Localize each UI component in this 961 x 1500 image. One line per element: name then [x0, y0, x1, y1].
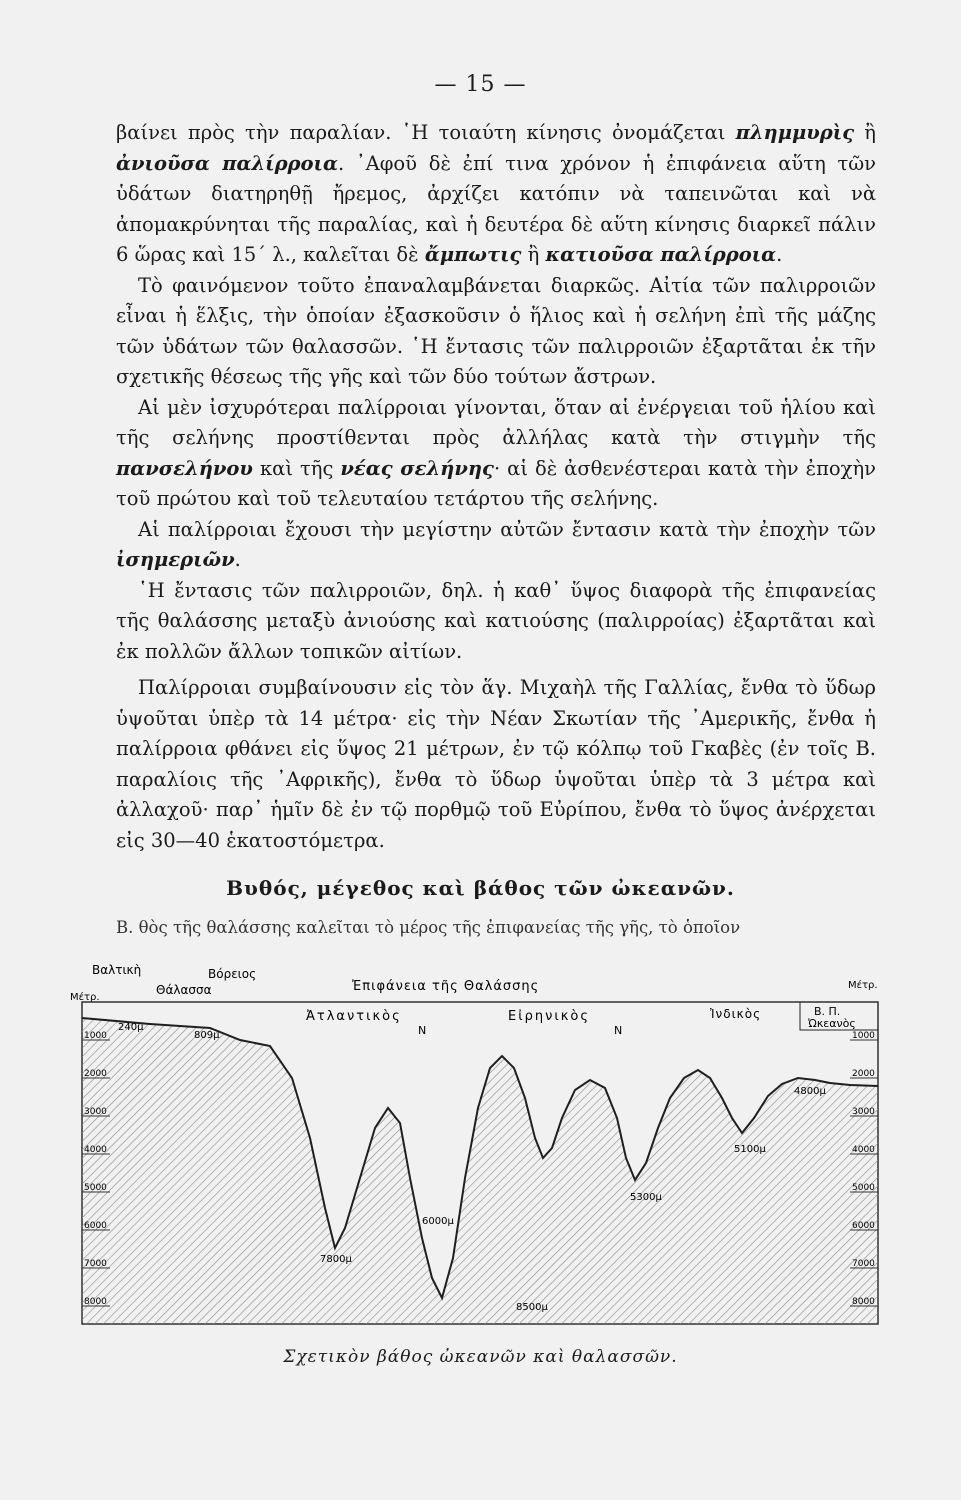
text-run: βαίνει πρὸς τὴν παραλίαν. ῾Η τοιαύτη κίνησις ὀνομάζεται — [116, 121, 736, 144]
text-run: Αἱ μὲν ἰσχυρότεραι παλίρροιαι γίνονται, ὅταν αἱ ἐνέργειαι τοῦ ἡλίου καὶ τῆς σελήνης προστίθενται πρὸς ἀλλήλας κατὰ τὴν στιγμὴν τῆς — [116, 395, 876, 449]
emphasis-term: νέας σελήνης — [340, 456, 494, 480]
scale-right-5000: 5000 — [852, 1183, 875, 1193]
scale-right-8000: 8000 — [852, 1297, 875, 1307]
text-run: ῾Η ἔντασις τῶν παλιρροιῶν, δηλ. ἡ καθ᾿ ὕψος διαφορὰ τῆς ἐπιφανείας τῆς θαλάσσης μεταξὺ ἀνιούσης καὶ κατιούσης (παλιρροίας) ἐξαρτᾶται καὶ ἐκ πολλῶν ἄλλων τοπικῶν αἰτίων. — [116, 578, 876, 663]
scale-right-4000: 4000 — [852, 1145, 875, 1155]
label-boreios: Βόρειος — [208, 967, 257, 981]
text-run: . — [776, 243, 783, 266]
scale-right-3000: 3000 — [852, 1107, 875, 1117]
label-baltic: Βαλτικὴ — [92, 963, 142, 977]
depth-label-5300: 5300μ — [630, 1192, 662, 1203]
seabed-area — [82, 1018, 878, 1324]
depth-profile-svg — [70, 958, 890, 1338]
depth-label-240: 240μ — [118, 1022, 144, 1033]
scale-right-6000: 6000 — [852, 1221, 875, 1231]
scale-right-2000: 2000 — [852, 1069, 875, 1079]
label-b-pol: Β. Π. — [814, 1005, 841, 1018]
paragraph-p1 — [116, 118, 876, 271]
text-run: ἢ — [854, 121, 876, 144]
scale-left-1000: 1000 — [84, 1031, 107, 1041]
depth-label-5100: 5100μ — [734, 1144, 766, 1155]
body-text — [116, 118, 876, 856]
depth-label-809: 809μ — [194, 1030, 220, 1041]
scale-left-2000: 2000 — [84, 1069, 107, 1079]
label-n-1: Ν — [418, 1024, 427, 1037]
section-heading: Βυθός, μέγεθος καὶ βάθος τῶν ὠκεανῶν. — [226, 876, 735, 900]
scale-left-6000: 6000 — [84, 1221, 107, 1231]
label-metra-left: Μέτρ. — [70, 992, 100, 1003]
label-atlantikos: Ἀτλαντικὸς — [306, 1009, 402, 1024]
scale-right-7000: 7000 — [852, 1259, 875, 1269]
text-run: · αἱ δὲ ἀσθενέστεραι κατὰ τὴν ἐποχὴν τοῦ πρώτου καὶ τοῦ τελευταίου τετάρτου τῆς σελήνης. — [116, 456, 876, 510]
label-indikos: Ἰνδικὸς — [710, 1007, 762, 1021]
text-run: . — [234, 548, 241, 571]
text-run: Αἱ παλίρροιαι ἔχουσι τὴν μεγίστην αὐτῶν ἔντασιν κατὰ τὴν ἐποχὴν τῶν — [138, 517, 876, 541]
label-okeanos: Ὠκεανὸς — [808, 1017, 856, 1030]
paragraph-p4 — [116, 515, 876, 576]
label-n-2: Ν — [614, 1024, 623, 1037]
scale-left-5000: 5000 — [84, 1183, 107, 1193]
scale-right-1000: 1000 — [852, 1031, 875, 1041]
emphasis-term: ἰσημεριῶν — [116, 548, 235, 571]
emphasis-term: ἀνιοῦσα παλίρροια — [116, 151, 338, 175]
label-surface: Ἐπιφάνεια τῆς Θαλάσσης — [352, 979, 540, 994]
text-run: ἢ — [521, 243, 546, 266]
depth-label-8500: 8500μ — [516, 1302, 548, 1313]
emphasis-term: πανσελήνου — [116, 456, 253, 480]
depth-label-7800: 7800μ — [320, 1254, 352, 1265]
text-run: Τὸ φαινόμενον τοῦτο ἐπαναλαμβάνεται διαρκῶς. Αἰτία τῶν παλιρροιῶν εἶναι ἡ ἕλξις, τὴν ὁποίαν ἐξασκοῦσιν ὁ ἥλιος καὶ ἡ σελήνη ἐπὶ τῆς μάζης τῶν ὑδάτων τῶν θαλασσῶν. ῾Η ἔντασις τῶν παλιρροιῶν ἐξαρτᾶται ἐκ τῆν σχετικῆς θέσεως τῆς γῆς καὶ τῶν δύο τούτων ἄστρων. — [116, 273, 876, 388]
section-intro: Β. θὸς τῆς θαλάσσης καλεῖται τὸ μέρος τῆς ἐπιφανείας τῆς γῆς, τὸ ὁποῖον — [116, 918, 741, 937]
label-eirinikos: Εἰρηνικὸς — [508, 1009, 591, 1024]
text-run: . ᾿Αφοῦ δὲ ἐπί τινα χρόνον ἡ ἐπιφάνεια αὕτη τῶν ὑδάτων διατηρηθῇ ἤρεμος, ἀρχίζει κατόπιν νὰ ταπεινῶται καὶ νὰ ἀπομακρύνηται τῆς παραλίας, καὶ ἡ δευτέρα δὲ αὕτη κίνησις διαρκεῖ πάλιν 6 ὥρας καὶ 15΄ λ., καλεῖται δὲ — [116, 151, 877, 266]
page-number: — 15 — — [434, 72, 527, 97]
depth-profile-figure — [70, 958, 890, 1338]
depth-label-4800: 4800μ — [794, 1086, 826, 1097]
scale-left-8000: 8000 — [84, 1297, 107, 1307]
label-metra-right: Μέτρ. — [848, 980, 878, 991]
text-run: καὶ τῆς — [252, 456, 341, 480]
figure-caption: Σχετικὸν βάθος ὠκεανῶν καὶ θαλασσῶν. — [283, 1347, 678, 1367]
label-thalassa: Θάλασσα — [156, 983, 212, 997]
emphasis-term: κατιοῦσα παλίρροια — [545, 243, 777, 266]
paragraph-p2 — [116, 271, 876, 393]
scale-left-4000: 4000 — [84, 1145, 107, 1155]
emphasis-term: ἄμπωτις — [424, 243, 522, 266]
depth-label-6000: 6000μ — [422, 1216, 454, 1227]
emphasis-term: πλημμυρὶς — [735, 121, 855, 144]
paragraph-p6 — [116, 673, 876, 856]
paragraph-p3 — [116, 393, 876, 515]
paragraph-p5 — [116, 576, 876, 668]
text-run: Παλίρροιαι συμβαίνουσιν εἰς τὸν ἅγ. Μιχαὴλ τῆς Γαλλίας, ἔνθα τὸ ὕδωρ ὑψοῦται ὑπὲρ τὰ 14 μέτρα· εἰς τὴν Νέαν Σκωτίαν τῆς ᾿Αμερικῆς, ἔνθα ἡ παλίρροια φθάνει εἰς ὕψος 21 μέτρων, ἐν τῷ κόλπῳ τοῦ Γκαβὲς (ἐν τοῖς Β. παραλίοις τῆς ᾿Αφρικῆς), ἔνθα τὸ ὕδωρ ὑψοῦται ὑπὲρ τὰ 3 μέτρα καὶ ἀλλαχοῦ· παρ᾿ ἡμῖν δὲ ἐν τῷ πορθμῷ τοῦ Εὐρίπου, ἔνθα τὸ ὕψος ἀνέρχεται εἰς 30—40 ἑκατοστόμετρα. — [116, 676, 876, 852]
scale-left-3000: 3000 — [84, 1107, 107, 1117]
scale-left-7000: 7000 — [84, 1259, 107, 1269]
